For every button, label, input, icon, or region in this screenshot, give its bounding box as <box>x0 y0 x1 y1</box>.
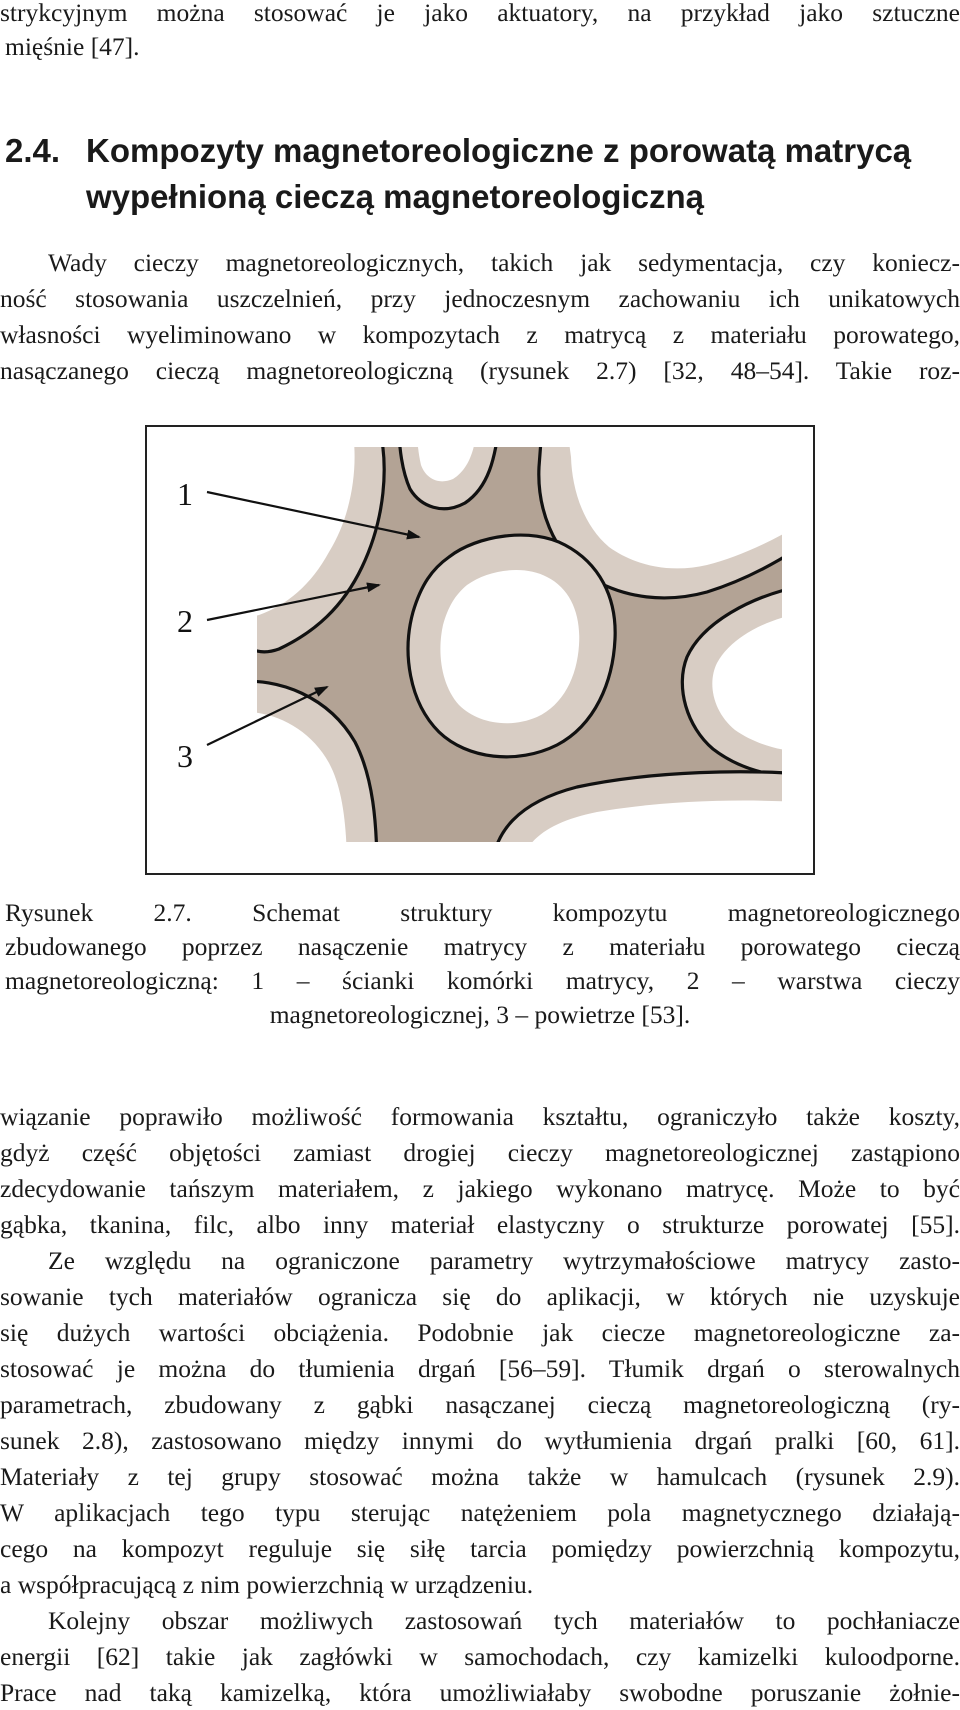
paragraph-line: się dużych wartości obciążenia. Podobnie jak ciecze magnetoreologiczne za- <box>0 1318 960 1347</box>
paragraph-line: energii [62] takie jak zagłówki w samochodach, czy kamizelki kuloodporne. <box>0 1642 960 1671</box>
paragraph-line: zdecydowanie tańszym materiałem, z jakiego wykonano matrycę. Może to być <box>0 1174 960 1203</box>
porous-composite-schematic <box>147 427 813 873</box>
figure-label-1: 1 <box>177 476 193 512</box>
paragraph-line: stosować je można do tłumienia drgań [56–59]. Tłumik drgań o sterowalnych <box>0 1354 960 1383</box>
paragraph-line: Ze względu na ograniczone parametry wytrzymałościowe matrycy zasto- <box>48 1246 960 1275</box>
paragraph-line: sunek 2.8), zastosowano między innymi do wytłumienia drgań pralki [60, 61]. <box>0 1426 960 1455</box>
figure-caption: Rysunek 2.7. Schemat struktury kompozytu magnetoreologicznego <box>5 898 960 927</box>
section-number: 2.4. <box>5 132 61 169</box>
figure-caption: zbudowanego poprzez nasączenie matrycy z materiału porowatego cieczą <box>5 932 960 961</box>
paragraph-line: gąbka, tkanina, filc, albo inny materiał elastyczny o strukturze porowatej [55]. <box>0 1210 960 1239</box>
paragraph-line: Wady cieczy magnetoreologicznych, takich jak sedymentacja, czy koniecz- <box>48 248 960 277</box>
paragraph-line: parametrach, zbudowany z gąbki nasączanej cieczą magnetoreologiczną (ry- <box>0 1390 960 1419</box>
paragraph-line: strykcyjnym można stosować je jako aktuatory, na przykład jako sztuczne <box>0 0 960 27</box>
paragraph-line: nasączanego cieczą magnetoreologiczną (rysunek 2.7) [32, 48–54]. Takie roz- <box>0 356 960 385</box>
paragraph-line: Kolejny obszar możliwych zastosowań tych materiałów to pochłaniacze <box>48 1606 960 1635</box>
paragraph-line: własności wyeliminowano w kompozytach z matrycą z materiału porowatego, <box>0 320 960 349</box>
figure-caption: magnetoreologicznej, 3 – powietrze [53]. <box>269 1000 691 1029</box>
paragraph-line: sowanie tych materiałów ogranicza się do aplikacji, w których nie uzyskuje <box>0 1282 960 1311</box>
paragraph-line: cego na kompozyt reguluje się siłę tarcia pomiędzy powierzchnią kompozytu, <box>0 1534 960 1563</box>
air-pore <box>440 570 579 723</box>
paragraph-line: mięśnie [47]. <box>5 32 140 61</box>
paragraph-line: W aplikacjach tego typu sterując natężeniem pola magnetycznego działają- <box>0 1498 960 1527</box>
paragraph-line: Prace nad taką kamizelką, która umożliwiałaby swobodne poruszanie żołnie- <box>0 1678 960 1707</box>
section-title: wypełnioną cieczą magnetoreologiczną <box>86 178 704 215</box>
paragraph-line: Materiały z tej grupy stosować można także w hamulcach (rysunek 2.9). <box>0 1462 960 1491</box>
figure-2-7 <box>145 425 815 875</box>
paragraph-line: a współpracującą z nim powierzchnią w urządzeniu. <box>0 1570 534 1599</box>
paragraph-line: gdyż część objętości zamiast drogiej cieczy magnetoreologicznej zastąpiono <box>0 1138 960 1167</box>
paragraph-line: ność stosowania uszczelnień, przy jednoczesnym zachowaniu ich unikatowych <box>0 284 960 313</box>
figure-label-2: 2 <box>177 603 193 639</box>
matrix-structure <box>235 427 813 873</box>
section-title: Kompozyty magnetoreologiczne z porowatą matrycą <box>86 132 912 169</box>
figure-caption: magnetoreologiczną: 1 – ścianki komórki matrycy, 2 – warstwa cieczy <box>5 966 960 995</box>
figure-label-3: 3 <box>177 738 193 774</box>
paragraph-line: wiązanie poprawiło możliwość formowania kształtu, ograniczyło także koszty, <box>0 1102 960 1131</box>
